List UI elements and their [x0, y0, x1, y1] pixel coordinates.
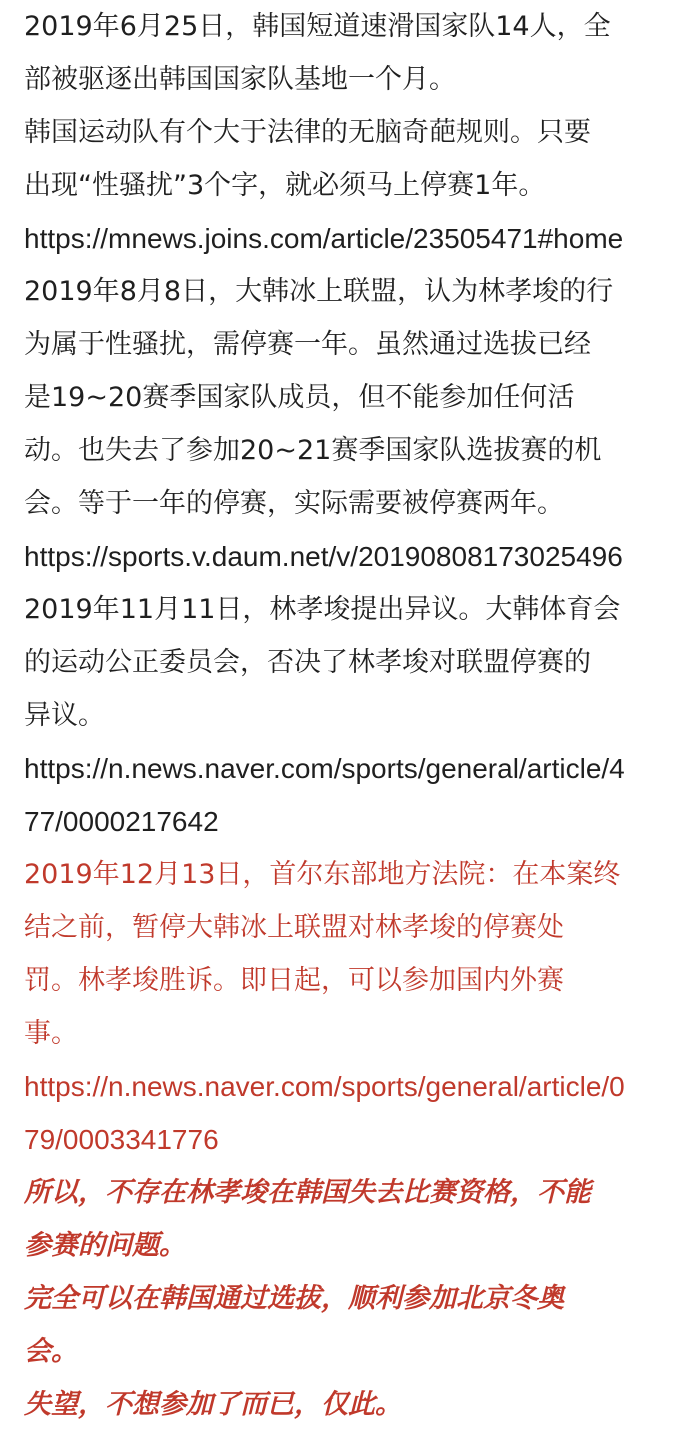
highlighted-line: 结之前，暂停大韩冰上联盟对林孝埈的停赛处 [24, 912, 564, 943]
source-link[interactable]: https://n.news.naver.com/sports/general/article/0 [24, 1071, 625, 1102]
highlighted-line: 2019年12月13日，首尔东部地方法院：在本案终 [24, 859, 621, 890]
conclusion-line: 所以，不存在林孝埈在韩国失去比赛资格，不能 [24, 1177, 591, 1208]
text-line: 是19~20赛季国家队成员，但不能参加任何活 [24, 382, 575, 413]
highlighted-line: 事。 [24, 1018, 78, 1049]
source-link[interactable]: https://n.news.naver.com/sports/general/article/4 [24, 753, 625, 784]
source-link[interactable]: 79/0003341776 [24, 1124, 219, 1155]
conclusion-line: 参赛的问题。 [24, 1230, 186, 1261]
source-link[interactable]: 77/0000217642 [24, 806, 219, 837]
text-line: 动。也失去了参加20~21赛季国家队选拔赛的机 [24, 435, 602, 466]
text-line: 韩国运动队有个大于法律的无脑奇葩规则。只要 [24, 117, 591, 148]
text-line: 2019年11月11日，林孝埈提出异议。大韩体育会 [24, 594, 621, 625]
source-link[interactable]: https://sports.v.daum.net/v/20190808173025496 [24, 541, 623, 572]
text-line: 2019年8月8日，大韩冰上联盟，认为林孝埈的行 [24, 276, 614, 307]
text-line: 为属于性骚扰，需停赛一年。虽然通过选拔已经 [24, 329, 591, 360]
text-line: 的运动公正委员会，否决了林孝埈对联盟停赛的 [24, 647, 591, 678]
text-line: 会。等于一年的停赛，实际需要被停赛两年。 [24, 488, 564, 519]
conclusion-line: 完全可以在韩国通过选拔，顺利参加北京冬奥 [24, 1283, 564, 1314]
text-line: 2019年6月25日，韩国短道速滑国家队14人，全 [24, 11, 611, 42]
text-line: 出现“性骚扰”3个字，就必须马上停赛1年。 [24, 170, 546, 201]
highlighted-line: 罚。林孝埈胜诉。即日起，可以参加国内外赛 [24, 965, 564, 996]
source-link[interactable]: https://mnews.joins.com/article/23505471#home [24, 223, 624, 254]
text-line: 异议。 [24, 700, 105, 731]
text-line: 部被驱逐出韩国国家队基地一个月。 [24, 64, 456, 95]
conclusion-line: 失望，不想参加了而已，仅此。 [24, 1389, 402, 1420]
conclusion-line: 会。 [24, 1336, 78, 1367]
